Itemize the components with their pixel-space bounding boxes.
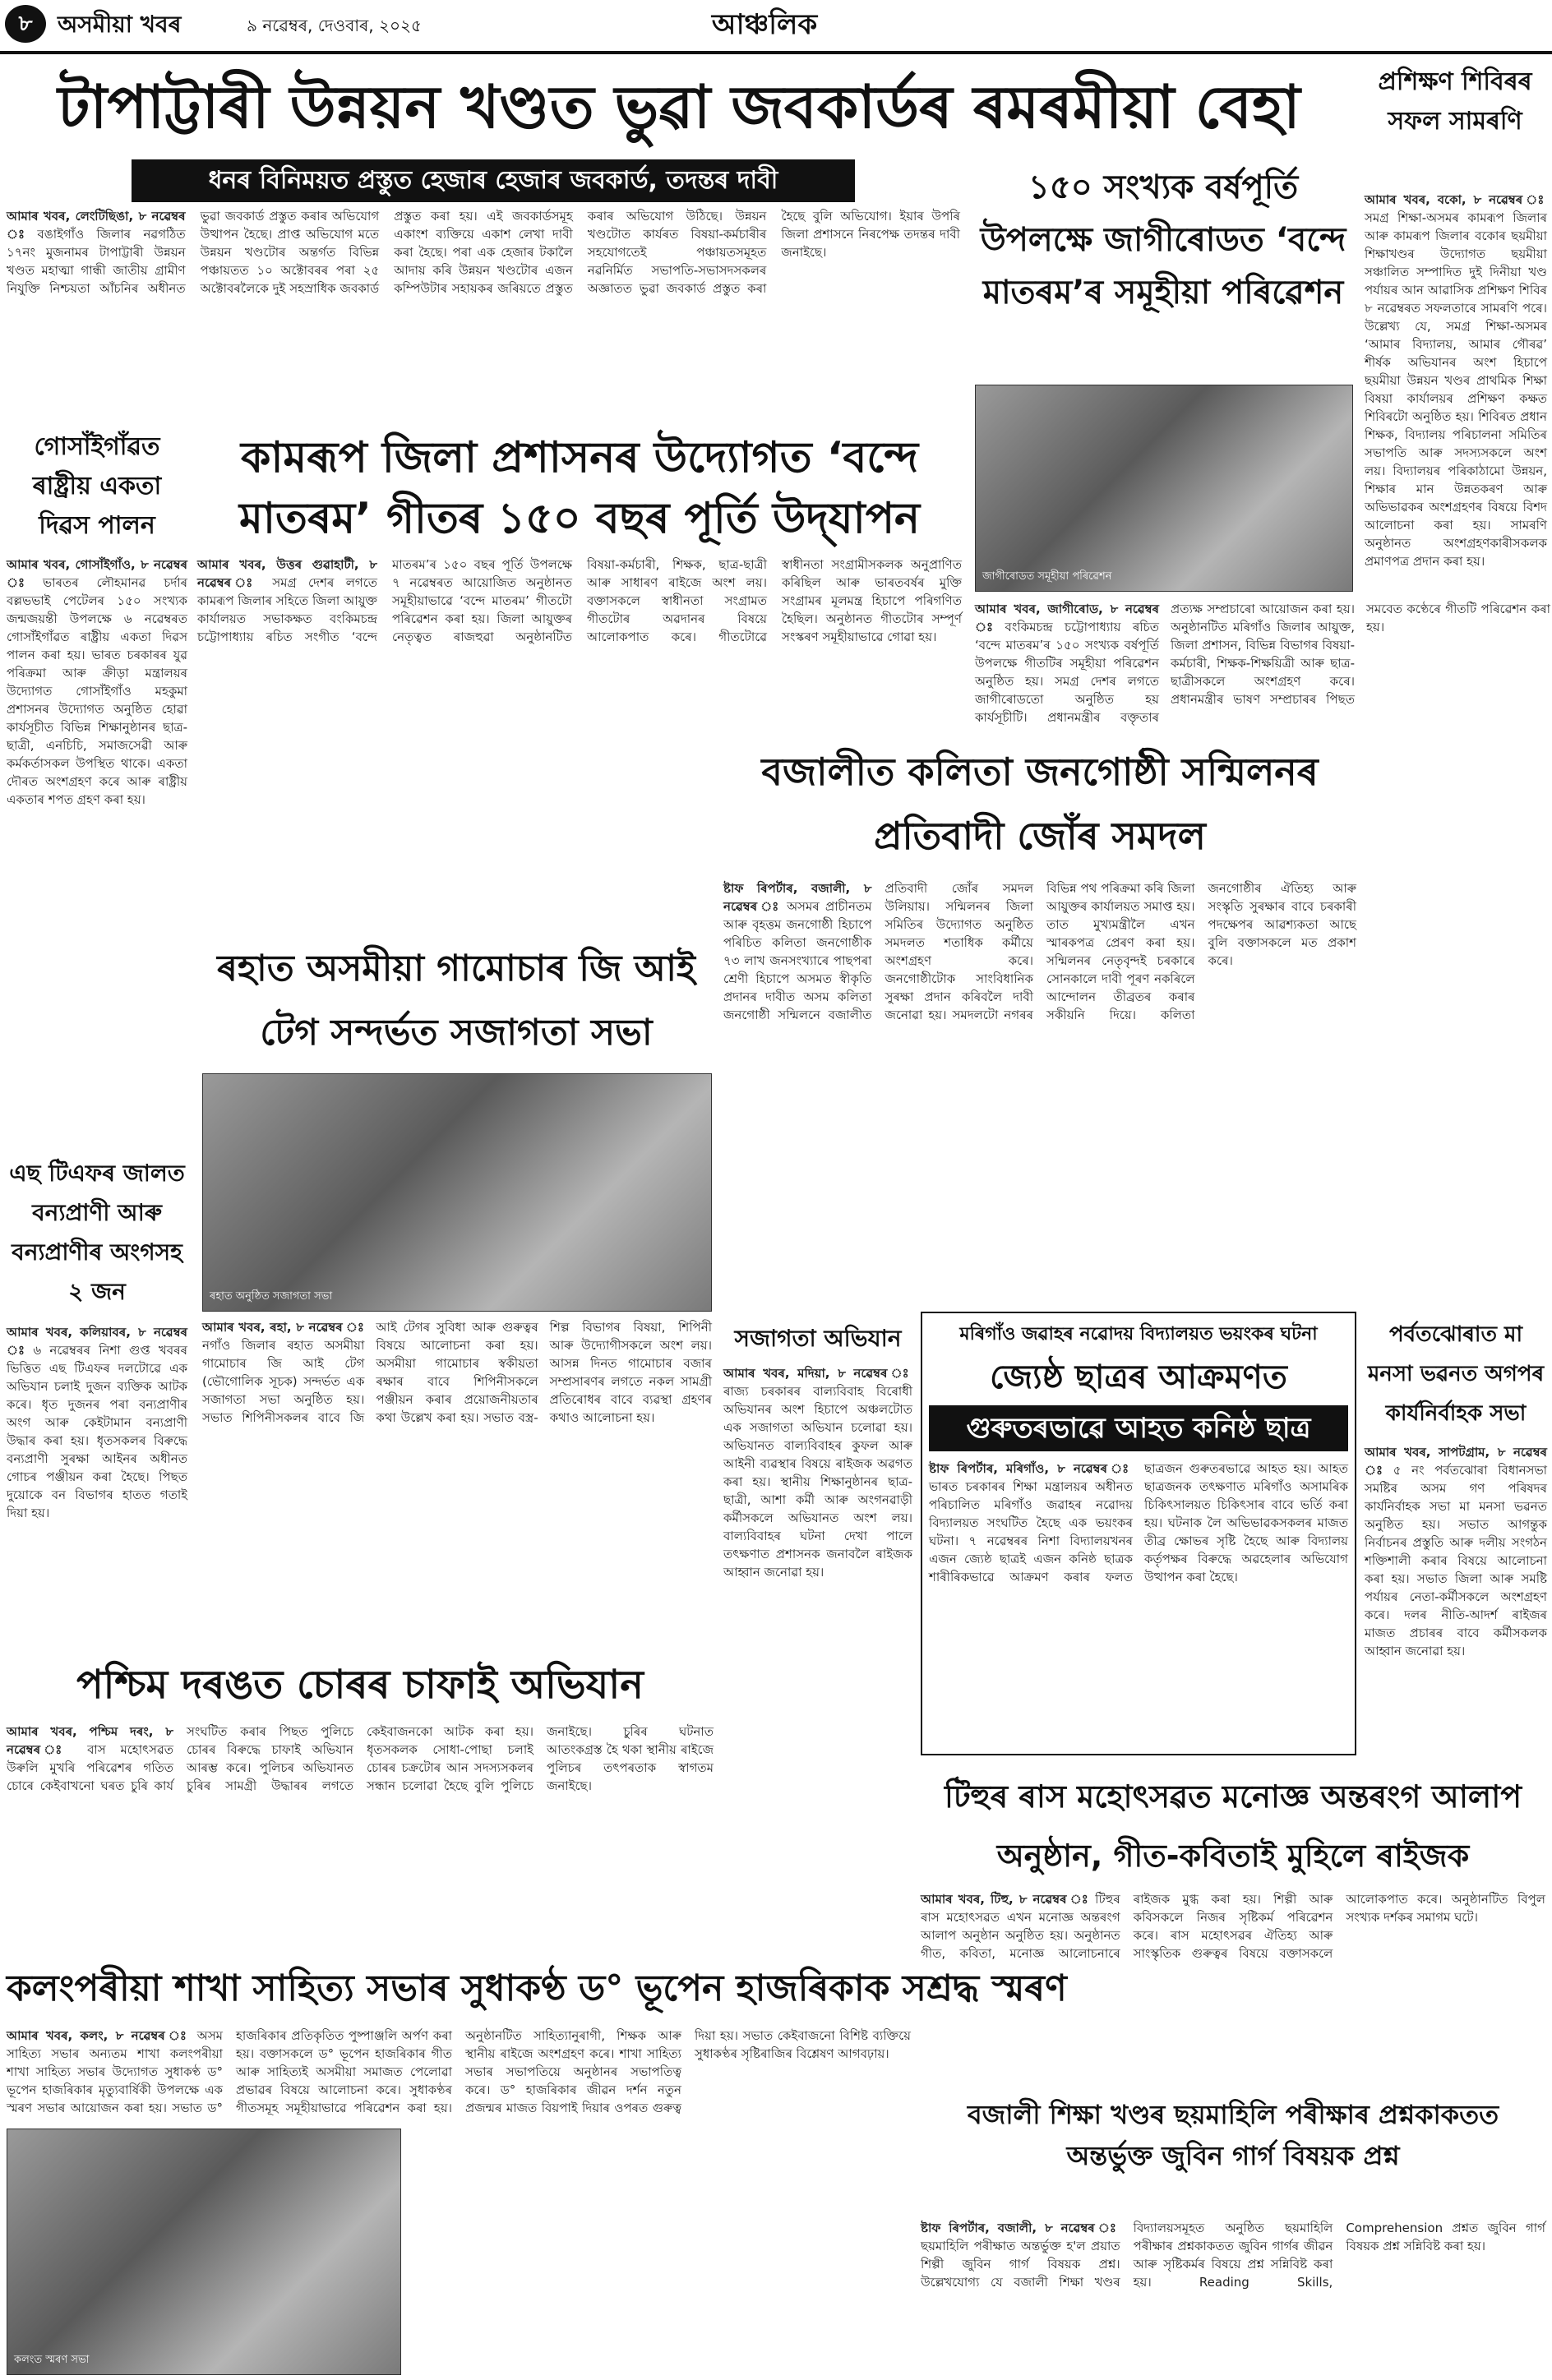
bhupen-photo [7,2129,401,2375]
manasa-byline: আমাৰ খবৰ, সাপটগ্ৰাম, ৮ নৱেম্বৰ ঃ [1365,1445,1547,1478]
floods-headline: এছ টিএফৰ জালত বন্যপ্ৰাণী আৰু বন্যপ্ৰাণীৰ অংগসহ ২ জন [9,1160,185,1305]
gamosa-byline: আমাৰ খবৰ, ৰহা, ৮ নৱেম্বৰ ঃ [202,1320,365,1335]
morigaon-body [929,1460,1348,1747]
training-text: সমগ্ৰ শিক্ষা-অসমৰ কামৰূপ জিলাৰ আৰু কামৰূপ জিলাৰ বকোৰ ছয়মীয়া শিক্ষাখণ্ডৰ উদ্যোগত ছয়মীয়া সঞ্চালিত সম্পাদিত দুই দিনীয়া খণ্ড পৰ্যায়ৰ আন আৱাসিক প্ৰশিক্ষণ শিবিৰ ৮ নৱেম্বৰত সফলতাৰে সামৰণি পৰে। উল্লেখ্য যে, সমগ্ৰ শিক্ষা-অসমৰ ‘আমাৰ বিদ্যালয়, আমাৰ গৌৰৱ’ শীৰ্ষক অভিযানৰ অংশ হিচাপে ছয়মীয়া উন্নয়ন খণ্ডৰ প্ৰাথমিক শিক্ষা বিষয়া কাৰ্যালয়ৰ প্ৰশিক্ষণ কক্ষত শিবিৰটো অনুষ্ঠিত হয়। শিবিৰত প্ৰধান শিক্ষক, বিদ্যালয় পৰিচালনা সমিতিৰ সভাপতি আৰু সদস্যসকলে অংশ লয়। বিদ্যালয়ৰ পৰিকাঠামো উন্নয়ন, শিক্ষাৰ মান উন্নতকৰণ আৰু অভিভাৱকৰ অংশগ্ৰহণৰ বিষয়ে বিশদ আলোচনা কৰা হয়। সামৰণি অনুষ্ঠানত অংশগ্ৰহণকাৰীসকলক প্ৰমাণপত্ৰ প্ৰদান কৰা হয়। [1365,210,1547,569]
morigaon-byline: ষ্টাফ ৰিপৰ্টাৰ, মৰিগাঁও, ৮ নৱেম্বৰ ঃ [929,1461,1133,1476]
morigaon-subheadline: গুৰুতৰভাৱে আহত কনিষ্ঠ ছাত্ৰ [929,1405,1348,1451]
morigaon-text: ভাৰত চৰকাৰৰ শিক্ষা মন্ত্ৰালয়ৰ অধীনত পৰিচালিত মৰিগাঁও জৱাহৰ নৱোদয় বিদ্যালয়ত সংঘটিত হৈছে এক ভয়ংকৰ ঘটনা। ৭ নৱেম্বৰৰ নিশা বিদ্যালয়খনৰ এজন জ্যেষ্ঠ ছাত্ৰই এজন কনিষ্ঠ ছাত্ৰক শাৰীৰিকভাৱে আক্ৰমণ কৰাৰ ফলত ছাত্ৰজন গুৰুতৰভাৱে আহত হয়। আহত ছাত্ৰজনক তৎক্ষণাত মৰিগাঁও অসামৰিক চিকিৎসালয়ত চিকিৎসাৰ বাবে ভৰ্তি কৰা হয়। ঘটনাক লৈ অভিভাৱকসকলৰ মাজত তীব্ৰ ক্ষোভৰ সৃষ্টি হৈছে আৰু বিদ্যালয় কৰ্তৃপক্ষৰ বিৰুদ্ধে অৱহেলাৰ অভিযোগ উত্থাপন কৰা হৈছে। [929,1461,1348,1584]
gamosa-photo-caption: ৰহাত অনুষ্ঠিত সজাগতা সভা [210,1290,333,1303]
floods-text: ৬ নৱেম্বৰৰ নিশা গুপ্ত খবৰৰ ভিত্তিত এছ টিএফৰ দলটোৱে এক অভিযান চলাই দুজন ব্যক্তিক আটক কৰে। ধৃত দুজনৰ পৰা বন্যপ্ৰাণীৰ অংগ আৰু কেইটামান বন্যপ্ৰাণী উদ্ধাৰ কৰা হয়। ধৃতসকলৰ বিৰুদ্ধে বন্যপ্ৰাণী সুৰক্ষা আইনৰ অধীনত গোচৰ পঞ্জীয়ন কৰা হৈছে। পিছত দুয়োকে বন বিভাগৰ হাতত গতাই দিয়া হয়। [7,1343,187,1520]
tihu-headline: টিহুৰ ৰাস মহোৎসৱত মনোজ্ঞ অন্তৰংগ আলাপ অনুষ্ঠান, গীত-কবিতাই মুহিলে ৰাইজক [944,1778,1522,1874]
jagiroad-headline: ১৫০ সংখ্যক বৰ্ষপূৰ্তি উপলক্ষে জাগীৰোডত ‘বন্দে মাতৰম’ৰ সমূহীয়া পৰিৱেশন [980,168,1346,311]
sajagata-text: ৰাজ্য চৰকাৰৰ বাল্যবিবাহ বিৰোধী অভিযানৰ অংশ হিচাপে অঞ্চলটোত এক সজাগতা অভিযান চলোৱা হয়। অভিযানত বাল্যবিবাহৰ কুফল আৰু আইনী ব্যৱস্থাৰ বিষয়ে ৰাইজক অৱগত কৰা হয়। স্থানীয় শিক্ষানুষ্ঠানৰ ছাত্ৰ-ছাত্ৰী, আশা কৰ্মী আৰু অংগনৱাড়ী কৰ্মীসকলে অভিযানত অংশ লয়। বাল্যবিবাহৰ ঘটনা দেখা পালে তৎক্ষণাত প্ৰশাসনক জনাবলৈ ৰাইজক আহ্বান জনোৱা হয়। [723,1384,912,1580]
manasa-headline: পৰ্বতঝোৰাত মা মনসা ভৱনত অগপৰ কাৰ্যনিৰ্বাহক সভা [1367,1322,1545,1426]
chor-headline: পশ্চিম দৰঙত চোৰৰ চাফাই অভিযান [76,1662,644,1708]
jagiroad-photo [975,385,1353,592]
gamosa-headline: ৰহাত অসমীয়া গামোচাৰ জি আই টেগ সন্দৰ্ভত সজাগতা সভা [217,948,695,1054]
lead-text: বঙাইগাঁও জিলাৰ নৱগঠিত ১৭নং মুজনামৰ টাপাট্টাৰী উন্নয়ন খণ্ডত মহাত্মা গান্ধী জাতীয় গ্ৰামীণ নিযুক্তি নিশ্চয়তা আঁচনিৰ অধীনত ভুৱা জবকাৰ্ড প্ৰস্তুত কৰাৰ অভিযোগ উত্থাপন হৈছে। প্ৰাপ্ত অভিযোগ মতে উন্নয়ন খণ্ডটোৰ অন্তৰ্গত বিভিন্ন পঞ্চায়তত ১০ অক্টোবৰৰ পৰা ২৫ অক্টোবৰলৈকে দুই সহস্ৰাধিক জবকাৰ্ড প্ৰস্তুত কৰা হয়। এই জবকাৰ্ডসমূহ একাংশ ব্যক্তিয়ে একাশ লেখা দাবী কৰা হৈছে। পৰা এক হেজাৰ টকালৈ আদায় কৰি উন্নয়ন খণ্ডটোৰ এজন কম্পিউটাৰ সহায়কৰ জৰিয়তে প্ৰস্তুত কৰাৰ অভিযোগ উঠিছে। উন্নয়ন খণ্ডটোত কাৰ্যৰত বিষয়া-কৰ্মচাৰীৰ সহযোগতেই পঞ্চায়তসমূহত নৱনিৰ্মিত সভাপতি-সভাসদসকলৰ অজ্ঞাতত ভুৱা জবকাৰ্ড প্ৰস্তুত কৰা হৈছে বুলি অভিযোগ। ইয়াৰ উপৰি জিলা প্ৰশাসনে নিৰপেক্ষ তদন্তৰ দাবী জনাইছে। [7,209,960,296]
gamosa-body [202,1318,712,1565]
gosaigaon-text: ভাৰতৰ লৌহমানৱ চৰ্দাৰ বল্লভভাই পেটেলৰ ১৫০ সংখ্যক জন্মজয়ন্তী উপলক্ষে ৬ নৱেম্বৰত গোসাঁইগাঁৱত ৰাষ্ট্ৰীয় একতা দিৱস পালন কৰা হয়। ভাৰত চৰকাৰৰ যুৱ পৰিক্ৰমা আৰু ক্ৰীড়া মন্ত্ৰালয়ৰ উদ্যোগত গোসাঁইগাঁও মহকুমা প্ৰশাসনৰ উদ্যোগত অনুষ্ঠিত হোৱা কাৰ্যসূচীত বিভিন্ন শিক্ষানুষ্ঠানৰ ছাত্ৰ-ছাত্ৰী, এনচিচি, সমাজসেৱী আৰু কৰ্মকৰ্তাসকল উপস্থিত থাকে। একতা দৌৰত অংশগ্ৰহণ কৰে আৰু ৰাষ্ট্ৰীয় একতাৰ শপত গ্ৰহণ কৰা হয়। [7,575,187,807]
lead-subheadline: ধনৰ বিনিময়ত প্ৰস্তুত হেজাৰ হেজাৰ জবকাৰ্ড, তদন্তৰ দাবী [132,159,855,202]
masthead-rule [0,51,1552,54]
bhupen-byline: আমাৰ খবৰ, কলং, ৮ নৱেম্বৰ ঃ [7,2028,190,2043]
morigaon-box [921,1312,1356,1755]
lead-body [7,207,960,421]
bajali-exam-headline: বজালী শিক্ষা খণ্ডৰ ছয়মাহিলি পৰীক্ষাৰ প্ৰশ্নকাকতত অন্তৰ্ভুক্ত জুবিন গাৰ্গ বিষয়ক প্ৰশ্ন [967,2099,1499,2171]
issue-date: ৯ নৱেম্বৰ, দেওবাৰ, ২০২৫ [247,16,423,35]
sajagata-body [723,1364,912,1874]
vande-text: সমগ্ৰ দেশৰ লগতে কামৰূপ জিলাৰ সহিতে জিলা আয়ুক্ত কাৰ্যালয়ত সভাকক্ষত বংকিমচন্দ্ৰ চট্টোপাধ্যায় ৰচিত সংগীত ‘বন্দে মাতৰম’ৰ ১৫০ বছৰ পূৰ্তি উপলক্ষে ৭ নৱেম্বৰত আয়োজিত অনুষ্ঠানত সমূহীয়াভাৱে ‘বন্দে মাতৰম’ গীতটো পৰিৱেশন কৰা হয়। জিলা আয়ুক্তৰ নেতৃত্বত ৰাজহুৱা অনুষ্ঠানটিত বিষয়া-কৰ্মচাৰী, শিক্ষক, ছাত্ৰ-ছাত্ৰী আৰু সাধাৰণ ৰাইজে অংশ লয়। বক্তাসকলে স্বাধীনতা সংগ্ৰামত গীতটোৰ অৱদানৰ বিষয়ে আলোকপাত কৰে। গীতটোৱে স্বাধীনতা সংগ্ৰামীসকলক অনুপ্ৰাণিত কৰিছিল আৰু ভাৰতবৰ্ষৰ মুক্তি সংগ্ৰামৰ মূলমন্ত্ৰ হিচাপে পৰিগণিত হৈছিল। অনুষ্ঠানত গীতটোৰ সম্পূৰ্ণ সংস্কৰণ সমূহীয়াভাৱে গোৱা হয়। [197,557,962,644]
gamosa-text: নগাঁও জিলাৰ ৰহাত অসমীয়া গামোচাৰ জি আই টেগ (ভৌগোলিক সূচক) সন্দৰ্ভত এক সজাগতা সভা অনুষ্ঠিত হয়। সভাত শিপিনীসকলৰ বাবে জি আই টেগৰ সুবিধা আৰু গুৰুত্বৰ বিষয়ে আলোচনা কৰা হয়। অসমীয়া গামোচাৰ স্বকীয়তা ৰক্ষাৰ বাবে শিপিনীসকলে পঞ্জীয়ন কৰাৰ প্ৰয়োজনীয়তাৰ কথা উল্লেখ কৰা হয়। সভাত বস্ত্ৰ-শিল্প বিভাগৰ বিষয়া, শিপিনী আৰু উদ্যোগীসকলে অংশ লয়। আসন্ন দিনত গামোচাৰ বজাৰ সম্প্ৰসাৰণৰ লগতে নকল সামগ্ৰী প্ৰতিৰোধৰ বাবে ব্যৱস্থা গ্ৰহণৰ কথাও আলোচনা হয়। [202,1320,712,1425]
manasa-body [1365,1443,1547,1772]
bhupen-headline: কলংপৰীয়া শাখা সাহিত্য সভাৰ সুধাকণ্ঠ ড° ভূপেন হাজৰিকাক সশ্ৰদ্ধ স্মৰণ [7,1967,1067,2009]
floods-byline: আমাৰ খবৰ, কলিয়াবৰ, ৮ নৱেম্বৰ ঃ [7,1325,187,1358]
lead-headline: টাপাট্টাৰী উন্নয়ন খণ্ডত ভুৱা জবকাৰ্ডৰ ৰমৰমীয়া বেহা [58,72,1300,141]
lead-byline: আমাৰ খবৰ, লেংটিছিঙা, ৮ নৱেম্বৰ ঃ [7,209,186,242]
kalita-body [723,879,1356,1290]
morigaon-headline: জ্যেষ্ঠ ছাত্ৰৰ আক্ৰমণত [990,1358,1287,1396]
manasa-text: ৫ নং পৰ্বতঝোৰা বিধানসভা সমষ্টিৰ অসম গণ পৰিষদৰ কাৰ্যনিৰ্বাহক সভা মা মনসা ভৱনত অনুষ্ঠিত হয়। সভাত আগন্তুক নিৰ্বাচনৰ প্ৰস্তুতি আৰু দলীয় সংগঠন শক্তিশালী কৰাৰ বিষয়ে আলোচনা কৰা হয়। সভাত জিলা আৰু সমষ্টি পৰ্যায়ৰ নেতা-কৰ্মীসকলে অংশগ্ৰহণ কৰে। দলৰ নীতি-আদৰ্শ ৰাইজৰ মাজত প্ৰচাৰৰ বাবে কৰ্মীসকলক আহ্বান জনোৱা হয়। [1365,1463,1547,1658]
section-label: আঞ্চলিক [711,8,818,41]
training-body [1365,191,1547,1136]
morigaon-kicker: মৰিগাঁও জৱাহৰ নৱোদয় বিদ্যালয়ত ভয়ংকৰ ঘটনা [959,1324,1318,1345]
jagiroad-body [975,600,1550,740]
chor-byline: আমাৰ খবৰ, পশ্চিম দৰং, ৮ নৱেম্বৰ ঃ [7,1724,173,1757]
jagiroad-photo-caption: জাগীৰোডত সমূহীয়া পৰিৱেশন [982,570,1112,583]
gamosa-photo [202,1073,712,1312]
chor-body [7,1723,714,1944]
bajali-exam-text: ছয়মাহিলি পৰীক্ষাত অন্তৰ্ভুক্ত হ'ল প্ৰয়াত শিল্পী জুবিন গাৰ্গ বিষয়ক প্ৰশ্ন। উল্লেখযোগ্য যে বজালী শিক্ষা খণ্ডৰ বিদ্যালয়সমূহত অনুষ্ঠিত ছয়মাহিলি পৰীক্ষাৰ প্ৰশ্নকাকতত জুবিন গাৰ্গৰ জীৱন আৰু সৃষ্টিকৰ্মৰ বিষয়ে প্ৰশ্ন সন্নিবিষ্ট কৰা হয়। Reading Skills, Comprehension প্ৰশ্নত জুবিন গাৰ্গ বিষয়ক প্ৰশ্ন সন্নিবিষ্ট কৰা হয়। [921,2221,1545,2290]
chor-text: বাস মহোৎসৱত উৰুলি মুখৰি পৰিৱেশৰ গতিত চোৰে কেইবাখনো ঘৰত চুৰি কাৰ্য সংঘটিত কৰাৰ পিছত পুলিচে চোৰৰ বিৰুদ্ধে চাফাই অভিযান আৰম্ভ কৰে। পুলিচৰ অভিযানত চুৰিৰ সামগ্ৰী উদ্ধাৰৰ লগতে কেইবাজনকো আটক কৰা হয়। ধৃতসকলক সোধা-পোছা চলাই চোৰৰ চক্ৰটোৰ আন সদস্যসকলৰ সন্ধান চলোৱা হৈছে বুলি পুলিচে জনাইছে। চুৰিৰ ঘটনাত আতংকগ্ৰস্ত হৈ থকা স্থানীয় ৰাইজে পুলিচৰ তৎপৰতাক স্বাগতম জনাইছে। [7,1724,714,1793]
bhupen-photo-caption: কলংত স্মৰণ সভা [14,2354,90,2366]
bajali-exam-body [921,2219,1545,2375]
bhupen-text: অসম সাহিত্য সভাৰ অন্যতম শাখা কলংপৰীয়া শাখা সাহিত্য সভাৰ উদ্যোগত সুধাকণ্ঠ ড° ভূপেন হাজৰিকাৰ মৃত্যুবাৰ্ষিকী উপলক্ষে এক স্মৰণ সভাৰ আয়োজন কৰা হয়। সভাত ড° হাজৰিকাৰ প্ৰতিকৃতিত পুষ্পাঞ্জলি অৰ্পণ কৰা হয়। বক্তাসকলে ড° ভূপেন হাজৰিকাৰ গীত আৰু সাহিত্যই অসমীয়া সমাজত পেলোৱা প্ৰভাৱৰ বিষয়ে আলোচনা কৰে। সুধাকণ্ঠৰ গীতসমূহ সমূহীয়াভাৱে পৰিৱেশন কৰা হয়। অনুষ্ঠানটিত সাহিত্যানুৰাগী, শিক্ষক আৰু স্থানীয় ৰাইজে অংশগ্ৰহণ কৰে। শাখা সাহিত্য সভাৰ সভাপতিয়ে অনুষ্ঠানৰ সভাপতিত্ব কৰে। ড° হাজৰিকাৰ জীৱন দৰ্শন নতুন প্ৰজন্মৰ মাজত বিয়পাই দিয়াৰ ওপৰত গুৰুত্ব দিয়া হয়। সভাত কেইবাজনো বিশিষ্ট ব্যক্তিয়ে সুধাকণ্ঠৰ সৃষ্টিৰাজিৰ বিশ্লেষণ আগবঢ়ায়। [7,2028,911,2115]
floods-body [7,1323,187,1644]
jagiroad-byline: আমাৰ খবৰ, জাগীৰোড, ৮ নৱেম্বৰ ঃ [975,602,1159,634]
training-headline: প্ৰশিক্ষণ শিবিৰৰ সফল সামৰণি [1378,67,1532,136]
page-number-badge: ৮ [5,5,46,43]
tihu-text: টিহুৰ ৰাস মহোৎসৱত এখন মনোজ্ঞ অন্তৰংগ আলাপ অনুষ্ঠান অনুষ্ঠিত হয়। অনুষ্ঠানত গীত, কবিতা, মনোজ্ঞ আলোচনাৰে ৰাইজক মুগ্ধ কৰা হয়। শিল্পী আৰু কবিসকলে নিজৰ সৃষ্টিকৰ্ম পৰিৱেশন কৰে। ৰাস মহোৎসৱৰ ঐতিহ্য আৰু সাংস্কৃতিক গুৰুত্বৰ বিষয়ে বক্তাসকলে আলোকপাত কৰে। অনুষ্ঠানটিত বিপুল সংখ্যক দৰ্শকৰ সমাগম ঘটে। [921,1892,1545,1961]
jagiroad-text: বংকিমচন্দ্ৰ চট্টোপাধ্যায় ৰচিত ‘বন্দে মাতৰম’ৰ ১৫০ সংখ্যক বৰ্ষপূৰ্তি উপলক্ষে গীতটিৰ সমূহীয়া পৰিৱেশন অনুষ্ঠিত হয়। সমগ্ৰ দেশৰ লগতে জাগীৰোডতো অনুষ্ঠিত হয় কাৰ্যসূচীটি। প্ৰধানমন্ত্ৰীৰ বক্তৃতাৰ প্ৰত্যক্ষ সম্প্ৰচাৰো আয়োজন কৰা হয়। অনুষ্ঠানটিত মৰিগাঁও জিলাৰ আয়ুক্ত, জিলা প্ৰশাসন, বিভিন্ন বিভাগৰ বিষয়া-কৰ্মচাৰী, শিক্ষক-শিক্ষয়িত্ৰী আৰু ছাত্ৰ-ছাত্ৰীসকলে অংশগ্ৰহণ কৰে। প্ৰধানমন্ত্ৰীৰ ভাষণ সম্প্ৰচাৰৰ পিছত সমবেত কণ্ঠেৰে গীতটি পৰিৱেশন কৰা হয়। [975,602,1550,725]
sajagata-headline: সজাগতা অভিযান [734,1325,902,1352]
masthead [0,0,1552,53]
training-byline: আমাৰ খবৰ, বকো, ৮ নৱেম্বৰ ঃ [1365,192,1547,207]
bhupen-body [7,2027,911,2125]
gosaigaon-body [7,556,187,1147]
kalita-byline: ষ্টাফ ৰিপৰ্টাৰ, বজালী, ৮ নৱেম্বৰ ঃ [723,881,872,914]
vande-headline: কামৰূপ জিলা প্ৰশাসনৰ উদ্যোগত ‘বন্দে মাতৰম’ গীতৰ ১৫০ বছৰ পূৰ্তি উদ্‌যাপন [238,433,921,543]
paper-name: অসমীয়া খবৰ [58,11,182,38]
kalita-headline: বজালীত কলিতা জনগোষ্ঠী সন্মিলনৰ প্ৰতিবাদী জোঁৰ সমদল [761,750,1319,858]
gosaigaon-headline: গোসাঁইগাঁৱত ৰাষ্ট্ৰীয় একতা দিৱস পালন [32,432,162,540]
kalita-text: অসমৰ প্ৰাচীনতম আৰু বৃহত্তম জনগোষ্ঠী হিচাপে পৰিচিত কলিতা জনগোষ্ঠীক ৭৩ লাখ জনসংখ্যাৰে পাছপৰা শ্ৰেণী হিচাপে অসমত স্বীকৃতি প্ৰদানৰ দাবীত অসম কলিতা জনগোষ্ঠী সন্মিলনে বজালীত প্ৰতিবাদী জোঁৰ সমদল উলিয়ায়। সন্মিলনৰ জিলা সমিতিৰ উদ্যোগত অনুষ্ঠিত সমদলত শতাধিক কৰ্মীয়ে অংশগ্ৰহণ কৰে। জনগোষ্ঠীটোক সাংবিধানিক সুৰক্ষা প্ৰদান কৰিবলৈ দাবী জনোৱা হয়। সমদলটো নগৰৰ বিভিন্ন পথ পৰিক্ৰমা কৰি জিলা আয়ুক্তৰ কাৰ্যালয়ত সমাপ্ত হয়। তাত মুখ্যমন্ত্ৰীলৈ এখন স্মাৰকপত্ৰ প্ৰেৰণ কৰা হয়। সন্মিলনৰ নেতৃবৃন্দই চৰকাৰে সোনকালে দাবী পূৰণ নকৰিলে আন্দোলন তীব্ৰতৰ কৰাৰ সকীয়নি দিয়ে। কলিতা জনগোষ্ঠীৰ ঐতিহ্য আৰু সংস্কৃতি সুৰক্ষাৰ বাবে চৰকাৰী পদক্ষেপৰ আৱশ্যকতা আছে বুলি বক্তাসকলে মত প্ৰকাশ কৰে। [723,881,1356,1022]
bajali-exam-byline: ষ্টাফ ৰিপৰ্টাৰ, বজালী, ৮ নৱেম্বৰ ঃ [921,2221,1120,2235]
vande-byline: আমাৰ খবৰ, উত্তৰ গুৱাহাটী, ৮ নৱেম্বৰ ঃ [197,557,377,590]
tihu-byline: আমাৰ খবৰ, টিহু, ৮ নৱেম্বৰ ঃ [921,1892,1090,1907]
sajagata-byline: আমাৰ খবৰ, মদিয়া, ৮ নৱেম্বৰ ঃ [723,1366,912,1381]
gosaigaon-byline: আমাৰ খবৰ, গোসাঁইগাঁও, ৮ নৱেম্বৰ ঃ [7,557,187,590]
